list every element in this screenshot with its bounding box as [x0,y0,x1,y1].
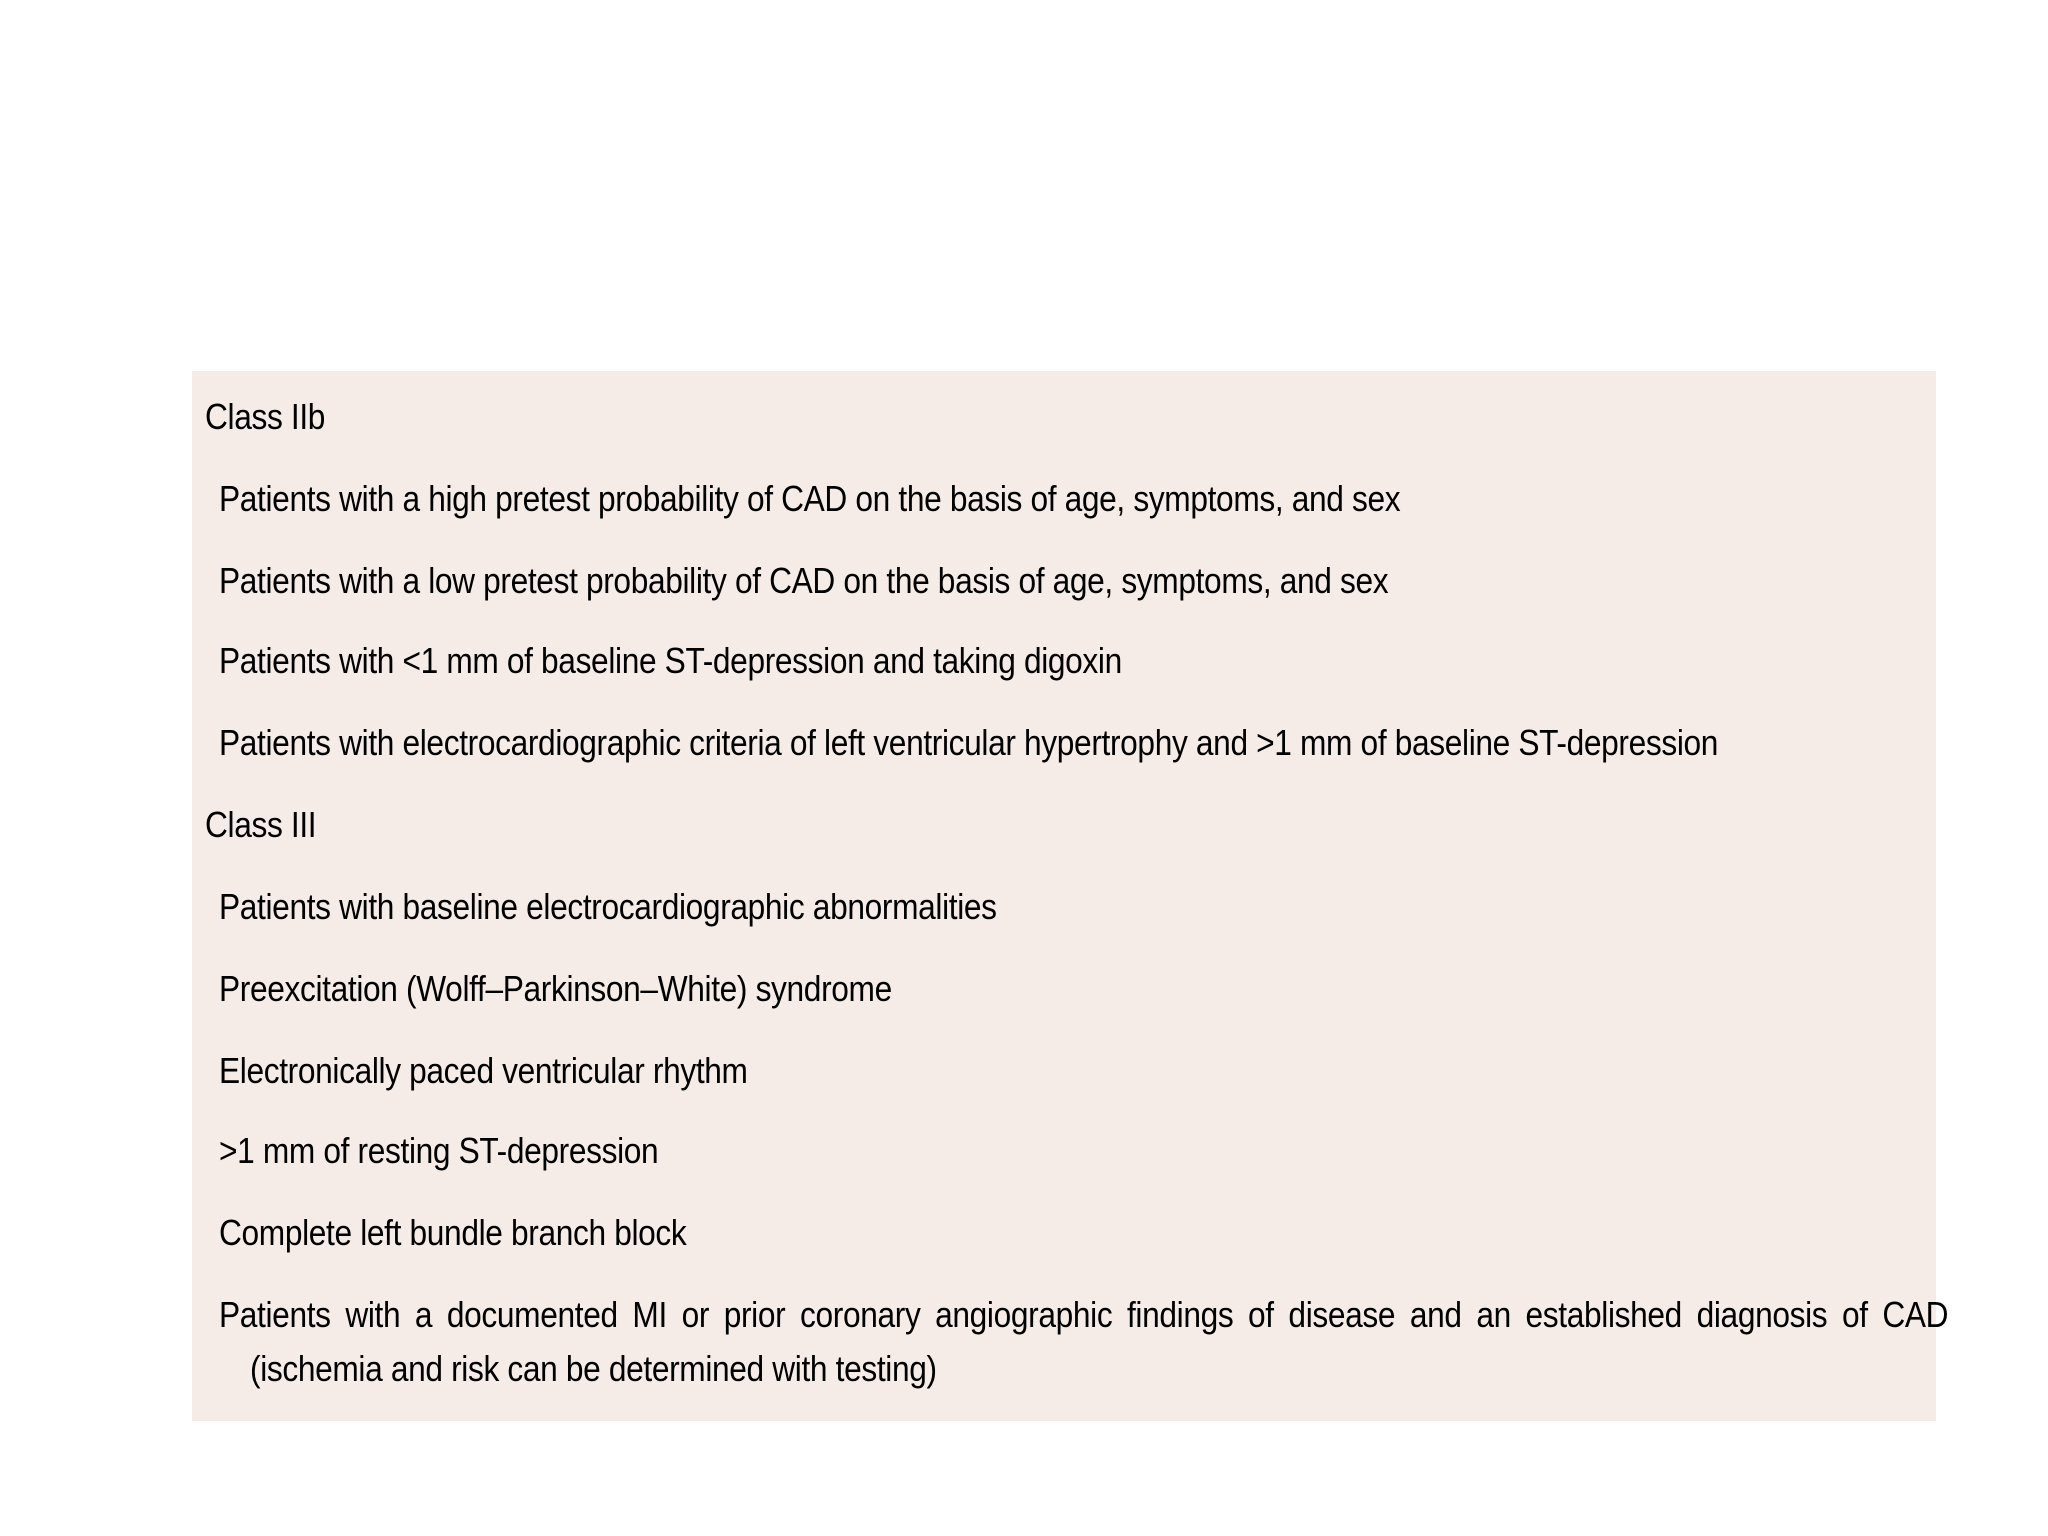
list-item: >1 mm of resting ST-depression [219,1130,659,1171]
list-item: Electronically paced ventricular rhythm [219,1050,748,1091]
list-item: Patients with a high pretest probability of CAD on the basis of age, symptoms, and sex [219,478,1401,519]
section-heading-class-iii: Class III [205,804,317,845]
list-item: Preexcitation (Wolff–Parkinson–White) syndrome [219,968,892,1009]
list-item-documented-mi: Patients with a documented MI or prior coronary angiographic findings of disease and an established diagnosis of CAD [219,1294,1949,1335]
list-item: Patients with electrocardiographic criteria of left ventricular hypertrophy and >1 mm of baseline ST-depression [219,722,1719,763]
list-item: Patients with a low pretest probability of CAD on the basis of age, symptoms, and sex [219,560,1389,601]
recommendations-panel [192,371,1949,1421]
list-item: Patients with baseline electrocardiographic abnormalities [219,886,997,927]
list-item-continuation: (ischemia and risk can be determined with testing) [250,1348,937,1389]
list-item: Complete left bundle branch block [219,1212,687,1253]
list-item: Patients with <1 mm of baseline ST-depression and taking digoxin [219,640,1122,681]
section-heading-class-iib: Class IIb [205,396,326,437]
